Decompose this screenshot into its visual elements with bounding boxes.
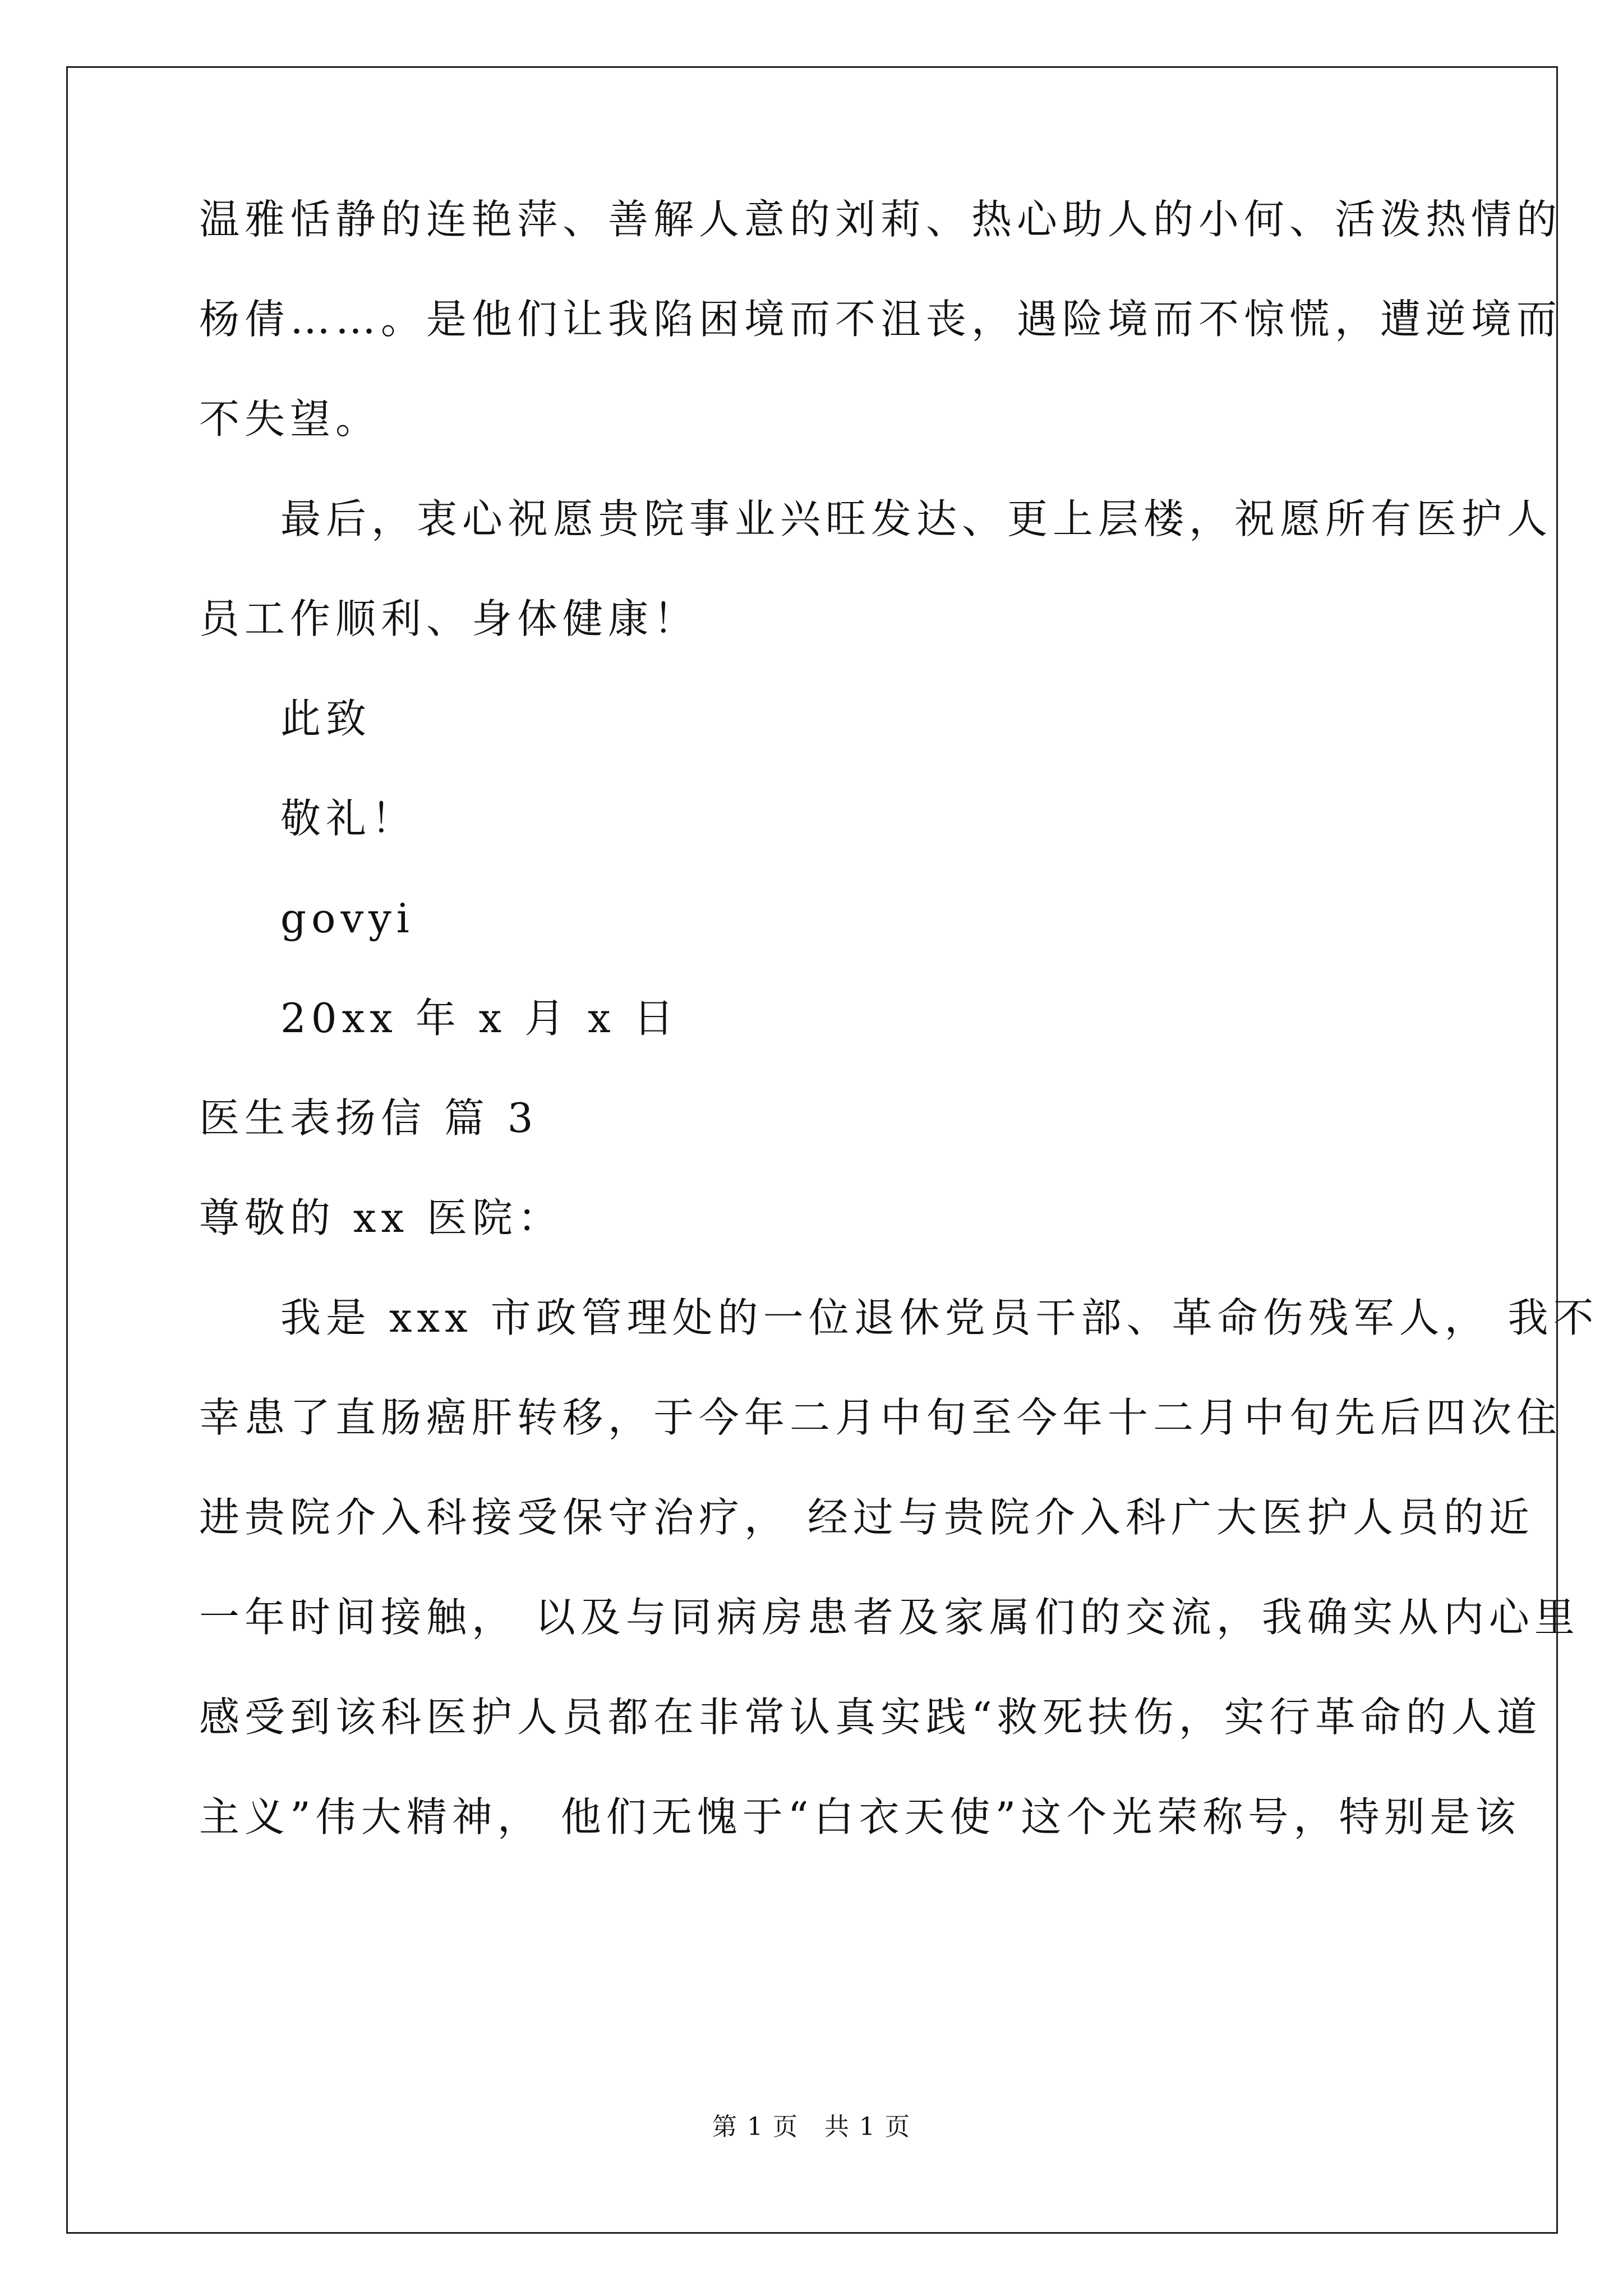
body-text-line: 最后，衷心祝愿贵院事业兴旺发达、更上层楼，祝愿所有医护人 bbox=[280, 495, 1553, 542]
body-text-line: 主义”伟大精神， 他们无愧于“白衣天使”这个光荣称号，特别是该 bbox=[199, 1793, 1521, 1841]
body-text-line: 温雅恬静的连艳萍、善解人意的刘莉、热心助人的小何、活泼热情的 bbox=[199, 196, 1562, 243]
body-text-line: 我是 xxx 市政管理处的一位退休党员干部、革命伤残军人， 我不 bbox=[280, 1294, 1599, 1341]
signature: govyi bbox=[280, 895, 414, 942]
letter-greeting: 尊敬的 xx 医院： bbox=[199, 1194, 563, 1241]
page-border bbox=[66, 66, 1558, 2234]
closing-respect: 敬礼！ bbox=[280, 795, 417, 842]
section-heading: 医生表扬信 篇 3 bbox=[199, 1094, 538, 1142]
body-text-line: 杨倩……。是他们让我陷困境而不沮丧，遇险境而不惊慌，遭逆境而 bbox=[199, 296, 1562, 343]
body-text-line: 进贵院介入科接受保守治疗， 经过与贵院介入科广大医护人员的近 bbox=[199, 1494, 1534, 1541]
body-text-line: 一年时间接触， 以及与同病房患者及家属们的交流，我确实从内心里 bbox=[199, 1594, 1580, 1641]
body-text-line: 幸患了直肠癌肝转移，于今年二月中旬至今年十二月中旬先后四次住 bbox=[199, 1394, 1562, 1441]
page-number: 第 1 页 共 1 页 bbox=[712, 2113, 911, 2141]
closing-salutation: 此致 bbox=[280, 695, 372, 742]
letter-date: 20xx 年 x 月 x 日 bbox=[280, 995, 679, 1042]
body-text-line: 员工作顺利、身体健康！ bbox=[199, 595, 699, 642]
body-text-line: 不失望。 bbox=[199, 395, 381, 443]
body-text-line: 感受到该科医护人员都在非常认真实践“救死扶伤，实行革命的人道 bbox=[199, 1694, 1542, 1741]
